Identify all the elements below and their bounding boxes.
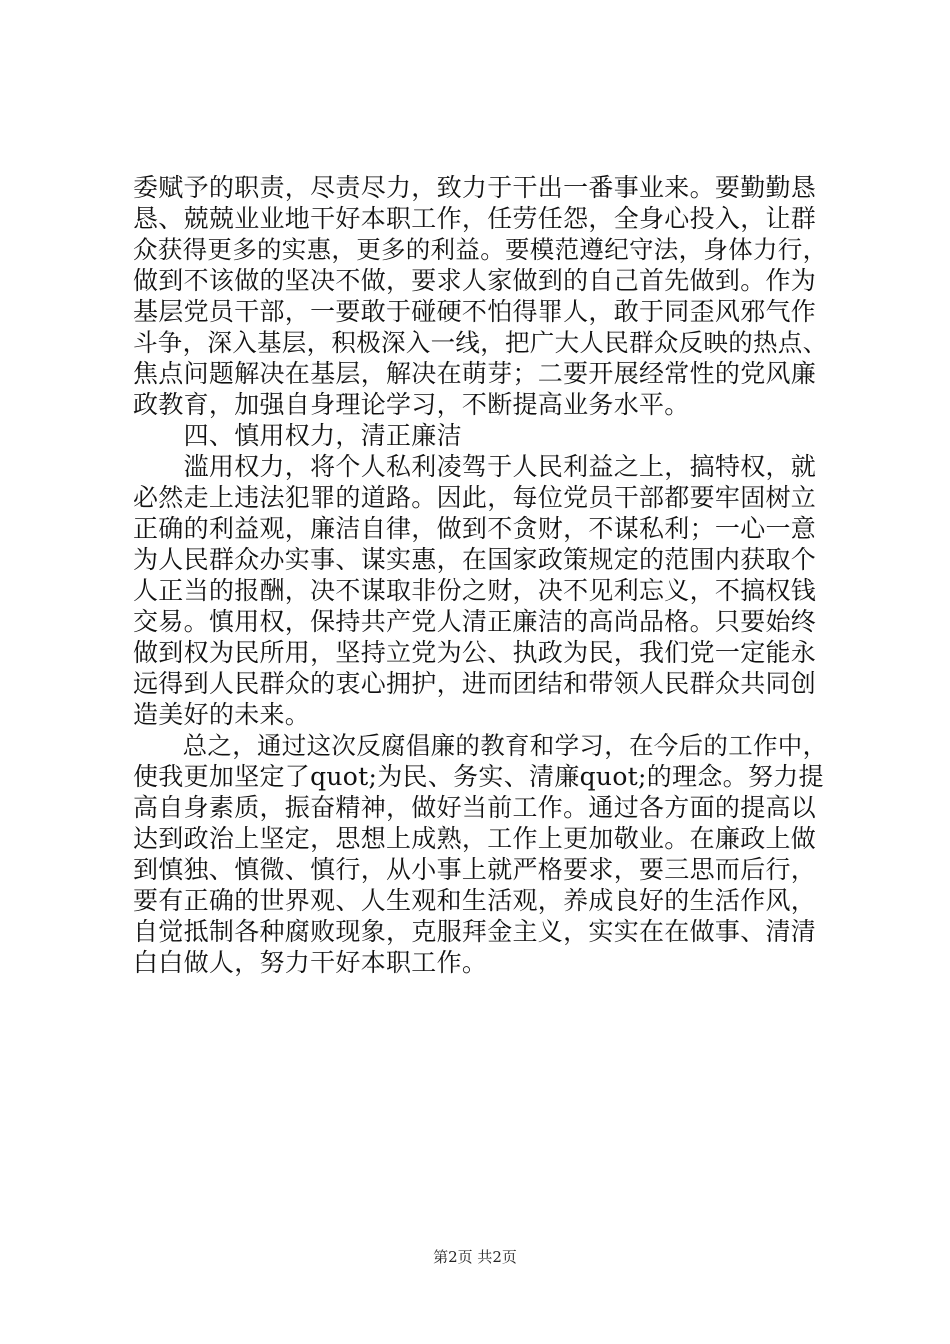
- text-line: 必然走上违法犯罪的道路。因此，每位党员干部都要牢固树立: [133, 483, 817, 512]
- text-line: 达到政治上坚定，思想上成熟，工作上更加敬业。在廉政上做: [133, 824, 817, 853]
- text-line: 众获得更多的实惠，更多的利益。要模范遵纪守法，身体力行，: [133, 235, 828, 264]
- text-line: 总之，通过这次反腐倡廉的教育和学习，在今后的工作中，: [133, 731, 828, 760]
- text-line: 造美好的未来。: [133, 700, 311, 729]
- body-text: [133, 172, 833, 978]
- text-line: 要有正确的世界观、人生观和生活观，养成良好的生活作风，: [133, 886, 817, 915]
- text-line: 滥用权力，将个人私利凌驾于人民利益之上，搞特权，就: [133, 452, 817, 481]
- text-line: 做到权为民所用，坚持立党为公、执政为民，我们党一定能永: [133, 638, 817, 667]
- text-line: 斗争，深入基层，积极深入一线，把广大人民群众反映的热点、: [133, 328, 828, 357]
- text-line: 基层党员干部，一要敢于碰硬不怕得罪人，敢于同歪风邪气作: [133, 297, 817, 326]
- text-line: 使我更加坚定了quot;为民、务实、清廉quot;的理念。努力提: [133, 762, 824, 791]
- text-line: 焦点问题解决在基层，解决在萌芽；二要开展经常性的党风廉: [133, 359, 817, 388]
- text-line: 到慎独、慎微、慎行，从小事上就严格要求，要三思而后行，: [133, 855, 817, 884]
- text-line: 自觉抵制各种腐败现象，克服拜金主义，实实在在做事、清清: [133, 917, 817, 946]
- section-heading: 四、慎用权力，清正廉洁: [133, 421, 462, 450]
- text-line: 交易。慎用权，保持共产党人清正廉洁的高尚品格。只要始终: [133, 607, 817, 636]
- text-line: 远得到人民群众的衷心拥护，进而团结和带领人民群众共同创: [133, 669, 817, 698]
- text-line: 白白做人，努力干好本职工作。: [133, 948, 488, 977]
- text-line: 恳、兢兢业业地干好本职工作，任劳任怨，全身心投入，让群: [133, 204, 817, 233]
- text-line: 做到不该做的坚决不做，要求人家做到的自己首先做到。作为: [133, 266, 817, 295]
- text-line: 为人民群众办实事、谋实惠，在国家政策规定的范围内获取个: [133, 545, 817, 574]
- text-line: 正确的利益观，廉洁自律，做到不贪财，不谋私利；一心一意: [133, 514, 817, 543]
- text-line: 人正当的报酬，决不谋取非份之财，决不见利忘义，不搞权钱: [133, 576, 817, 605]
- text-line: 高自身素质，振奋精神，做好当前工作。通过各方面的提高以: [133, 793, 817, 822]
- text-line: 委赋予的职责，尽责尽力，致力于干出一番事业来。要勤勤恳: [133, 173, 817, 202]
- page-number-footer: 第2页 共2页: [433, 1248, 517, 1266]
- text-line: 政教育，加强自身理论学习，不断提高业务水平。: [133, 390, 690, 419]
